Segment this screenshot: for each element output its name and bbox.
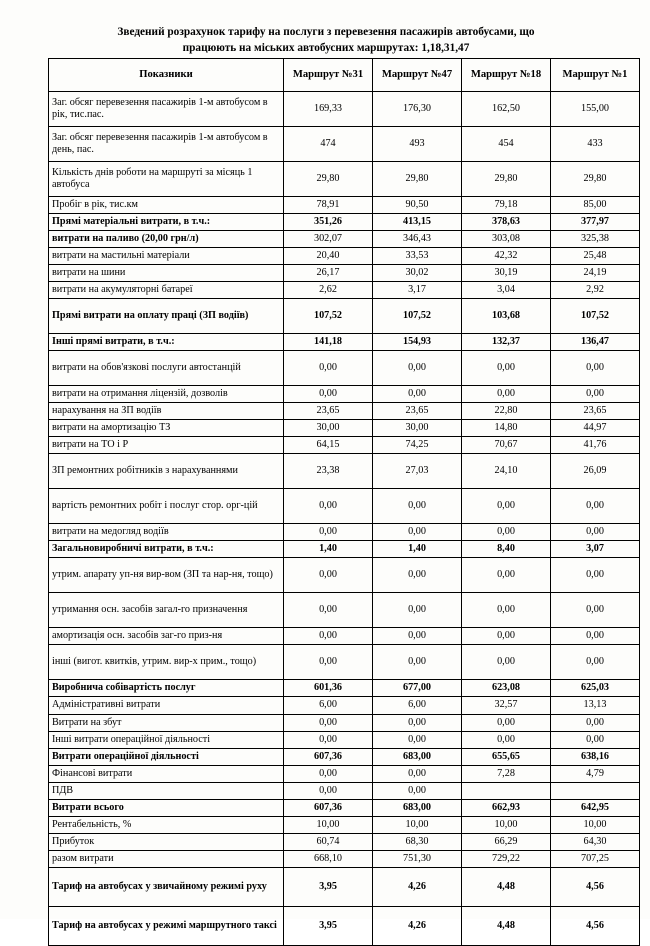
table-row xyxy=(49,906,640,945)
row-value: 346,43 xyxy=(373,231,462,248)
table-row xyxy=(49,850,640,867)
row-label: Заг. обсяг перевезення пасажирів 1-м автобусом в день, пас. xyxy=(49,127,284,162)
table-row xyxy=(49,214,640,231)
row-value: 751,30 xyxy=(373,850,462,867)
row-value: 154,93 xyxy=(373,334,462,351)
row-value: 0,00 xyxy=(462,351,551,386)
row-value: 0,00 xyxy=(284,628,373,645)
row-value: 10,00 xyxy=(373,816,462,833)
table-row xyxy=(49,558,640,593)
row-value: 413,15 xyxy=(373,214,462,231)
row-value: 0,00 xyxy=(462,628,551,645)
row-value: 14,80 xyxy=(462,420,551,437)
table-row xyxy=(49,437,640,454)
row-value: 32,57 xyxy=(462,697,551,714)
row-value: 141,18 xyxy=(284,334,373,351)
row-value: 0,00 xyxy=(284,645,373,680)
row-label: Виробнича собівартість послуг xyxy=(49,680,284,697)
table-row xyxy=(49,867,640,906)
row-value: 7,28 xyxy=(462,765,551,782)
row-value: 351,26 xyxy=(284,214,373,231)
row-label: витрати на мастильні матеріали xyxy=(49,248,284,265)
row-value: 29,80 xyxy=(551,162,640,197)
row-value: 683,00 xyxy=(373,799,462,816)
row-value: 607,36 xyxy=(284,799,373,816)
row-value: 0,00 xyxy=(462,558,551,593)
row-label: Кількість днів роботи на маршруті за місяць 1 автобуса xyxy=(49,162,284,197)
row-value: 41,76 xyxy=(551,437,640,454)
row-value: 25,48 xyxy=(551,248,640,265)
table-body xyxy=(49,92,640,946)
row-value: 0,00 xyxy=(284,782,373,799)
row-label: Прямі витрати на оплату праці (ЗП водіїв) xyxy=(49,299,284,334)
table-row xyxy=(49,265,640,282)
row-value: 0,00 xyxy=(373,593,462,628)
table-row xyxy=(49,680,640,697)
row-value: 0,00 xyxy=(373,386,462,403)
tariff-table xyxy=(48,58,640,946)
row-label: Заг. обсяг перевезення пасажирів 1-м автобусом в рік, тис.пас. xyxy=(49,92,284,127)
row-label: Адміністративні витрати xyxy=(49,697,284,714)
row-value: 642,95 xyxy=(551,799,640,816)
row-value: 0,00 xyxy=(462,731,551,748)
row-value: 729,22 xyxy=(462,850,551,867)
row-value: 13,13 xyxy=(551,697,640,714)
page-title-line-1: Зведений розрахунок тарифу на послуги з перевезення пасажирів автобусами, що xyxy=(117,26,535,38)
row-value: 0,00 xyxy=(373,351,462,386)
row-value: 0,00 xyxy=(284,731,373,748)
row-value: 0,00 xyxy=(284,765,373,782)
table-row xyxy=(49,197,640,214)
row-value: 0,00 xyxy=(551,645,640,680)
table-row xyxy=(49,731,640,748)
row-value: 668,10 xyxy=(284,850,373,867)
row-label: Витрати всього xyxy=(49,799,284,816)
row-value: 136,47 xyxy=(551,334,640,351)
row-value: 30,00 xyxy=(373,420,462,437)
table-row xyxy=(49,714,640,731)
row-value xyxy=(462,782,551,799)
row-value: 0,00 xyxy=(373,782,462,799)
row-value: 20,40 xyxy=(284,248,373,265)
row-value: 0,00 xyxy=(284,558,373,593)
row-value: 4,56 xyxy=(551,906,640,945)
row-value: 3,95 xyxy=(284,906,373,945)
row-label: витрати на обов'язкові послуги автостанцій xyxy=(49,351,284,386)
row-value: 433 xyxy=(551,127,640,162)
row-value: 0,00 xyxy=(284,351,373,386)
row-value: 0,00 xyxy=(551,386,640,403)
row-value: 6,00 xyxy=(373,697,462,714)
row-value: 0,00 xyxy=(462,645,551,680)
row-label: витрати на паливо (20,00 грн/л) xyxy=(49,231,284,248)
row-value: 303,08 xyxy=(462,231,551,248)
row-value: 0,00 xyxy=(284,593,373,628)
row-value: 66,29 xyxy=(462,833,551,850)
row-label: витрати на амортизацію ТЗ xyxy=(49,420,284,437)
row-value: 0,00 xyxy=(373,524,462,541)
row-value: 24,10 xyxy=(462,454,551,489)
row-label: Тариф на автобусах у режимі маршрутного таксі xyxy=(49,906,284,945)
row-value: 42,32 xyxy=(462,248,551,265)
row-value: 0,00 xyxy=(551,489,640,524)
column-header-route-1: Маршрут №1 xyxy=(551,59,640,92)
row-value: 90,50 xyxy=(373,197,462,214)
table-row xyxy=(49,697,640,714)
row-value: 74,25 xyxy=(373,437,462,454)
table-row xyxy=(49,282,640,299)
row-label: нарахування на ЗП водіїв xyxy=(49,403,284,420)
row-value: 707,25 xyxy=(551,850,640,867)
row-label: витрати на медогляд водіїв xyxy=(49,524,284,541)
row-value: 23,65 xyxy=(284,403,373,420)
row-value: 454 xyxy=(462,127,551,162)
table-row xyxy=(49,403,640,420)
row-value: 3,04 xyxy=(462,282,551,299)
table-row xyxy=(49,127,640,162)
table-row xyxy=(49,420,640,437)
row-value: 169,33 xyxy=(284,92,373,127)
row-value: 601,36 xyxy=(284,680,373,697)
row-value: 623,08 xyxy=(462,680,551,697)
row-value: 0,00 xyxy=(373,645,462,680)
row-value: 3,95 xyxy=(284,867,373,906)
table-row xyxy=(49,248,640,265)
row-value: 33,53 xyxy=(373,248,462,265)
row-value: 625,03 xyxy=(551,680,640,697)
row-value: 0,00 xyxy=(284,714,373,731)
row-value: 0,00 xyxy=(373,489,462,524)
table-row xyxy=(49,748,640,765)
row-label: Пробіг в рік, тис.км xyxy=(49,197,284,214)
row-label: Інші прямі витрати, в т.ч.: xyxy=(49,334,284,351)
row-value: 683,00 xyxy=(373,748,462,765)
row-label: витрати на акумуляторні батареї xyxy=(49,282,284,299)
row-value: 103,68 xyxy=(462,299,551,334)
row-value: 493 xyxy=(373,127,462,162)
row-value: 30,19 xyxy=(462,265,551,282)
row-value: 29,80 xyxy=(284,162,373,197)
column-header-indicator: Показники xyxy=(49,59,284,92)
table-row xyxy=(49,524,640,541)
row-value: 176,30 xyxy=(373,92,462,127)
table-row xyxy=(49,816,640,833)
row-value xyxy=(551,782,640,799)
table-row xyxy=(49,593,640,628)
row-value: 0,00 xyxy=(284,386,373,403)
row-label: Тариф на автобусах у звичайному режимі руху xyxy=(49,867,284,906)
row-value: 132,37 xyxy=(462,334,551,351)
row-label: ЗП ремонтних робітників з нарахуваннями xyxy=(49,454,284,489)
table-row xyxy=(49,299,640,334)
table-header-row xyxy=(49,59,640,92)
row-value: 8,40 xyxy=(462,541,551,558)
row-value: 0,00 xyxy=(462,714,551,731)
row-value: 4,48 xyxy=(462,867,551,906)
row-value: 0,00 xyxy=(551,351,640,386)
row-value: 0,00 xyxy=(462,524,551,541)
row-label: Загальновиробничі витрати, в т.ч.: xyxy=(49,541,284,558)
row-label: Прямі матеріальні витрати, в т.ч.: xyxy=(49,214,284,231)
table-row xyxy=(49,645,640,680)
row-value: 4,79 xyxy=(551,765,640,782)
row-value: 1,40 xyxy=(373,541,462,558)
row-value: 1,40 xyxy=(284,541,373,558)
row-value: 64,30 xyxy=(551,833,640,850)
row-value: 0,00 xyxy=(284,489,373,524)
row-value: 3,07 xyxy=(551,541,640,558)
row-value: 0,00 xyxy=(551,714,640,731)
row-value: 2,62 xyxy=(284,282,373,299)
row-value: 26,17 xyxy=(284,265,373,282)
row-value: 0,00 xyxy=(551,524,640,541)
row-value: 22,80 xyxy=(462,403,551,420)
table-row xyxy=(49,782,640,799)
tariff-table-wrapper xyxy=(48,58,628,946)
row-value: 607,36 xyxy=(284,748,373,765)
row-label: Інші витрати операційної діяльності xyxy=(49,731,284,748)
table-row xyxy=(49,386,640,403)
row-value: 10,00 xyxy=(284,816,373,833)
row-value: 0,00 xyxy=(551,593,640,628)
row-value: 4,26 xyxy=(373,906,462,945)
row-value: 0,00 xyxy=(551,628,640,645)
row-value: 79,18 xyxy=(462,197,551,214)
row-value: 44,97 xyxy=(551,420,640,437)
row-value: 4,56 xyxy=(551,867,640,906)
table-header xyxy=(49,59,640,92)
row-value: 0,00 xyxy=(462,593,551,628)
row-value: 68,30 xyxy=(373,833,462,850)
row-label: Фінансові витрати xyxy=(49,765,284,782)
row-label: витрати на шини xyxy=(49,265,284,282)
row-value: 64,15 xyxy=(284,437,373,454)
row-value: 0,00 xyxy=(373,765,462,782)
page-title-line-2: працюють на міських автобусних маршрутах: 1,18,31,47 xyxy=(182,42,470,55)
row-value: 0,00 xyxy=(373,714,462,731)
row-value: 107,52 xyxy=(284,299,373,334)
table-row xyxy=(49,162,640,197)
row-value: 3,17 xyxy=(373,282,462,299)
row-value: 78,91 xyxy=(284,197,373,214)
table-row xyxy=(49,351,640,386)
table-row xyxy=(49,454,640,489)
row-label: утримання осн. засобів загал-го призначення xyxy=(49,593,284,628)
row-value: 677,00 xyxy=(373,680,462,697)
row-label: витрати на отримання ліцензій, дозволів xyxy=(49,386,284,403)
column-header-route-18: Маршрут №18 xyxy=(462,59,551,92)
row-label: утрим. апарату уп-ня вир-вом (ЗП та нар-ня, тощо) xyxy=(49,558,284,593)
row-value: 325,38 xyxy=(551,231,640,248)
row-label: витрати на ТО і Р xyxy=(49,437,284,454)
row-value: 23,65 xyxy=(551,403,640,420)
row-label: Витрати на збут xyxy=(49,714,284,731)
table-row xyxy=(49,833,640,850)
row-value: 85,00 xyxy=(551,197,640,214)
row-value: 302,07 xyxy=(284,231,373,248)
row-value: 0,00 xyxy=(373,628,462,645)
row-value: 0,00 xyxy=(284,524,373,541)
row-value: 10,00 xyxy=(551,816,640,833)
column-header-route-31: Маршрут №31 xyxy=(284,59,373,92)
row-value: 2,92 xyxy=(551,282,640,299)
row-value: 0,00 xyxy=(462,386,551,403)
row-value: 29,80 xyxy=(373,162,462,197)
row-value: 6,00 xyxy=(284,697,373,714)
row-value: 0,00 xyxy=(373,558,462,593)
table-row xyxy=(49,765,640,782)
row-value: 638,16 xyxy=(551,748,640,765)
row-label: інші (вигот. квитків, утрим. вир-х прим., тощо) xyxy=(49,645,284,680)
row-value: 0,00 xyxy=(462,489,551,524)
row-value: 30,02 xyxy=(373,265,462,282)
table-row xyxy=(49,628,640,645)
row-value: 30,00 xyxy=(284,420,373,437)
row-value: 23,38 xyxy=(284,454,373,489)
row-value: 655,65 xyxy=(462,748,551,765)
row-value: 107,52 xyxy=(373,299,462,334)
row-value: 155,00 xyxy=(551,92,640,127)
row-label: амортизація осн. засобів заг-го приз-ня xyxy=(49,628,284,645)
row-value: 26,09 xyxy=(551,454,640,489)
row-value: 24,19 xyxy=(551,265,640,282)
row-value: 27,03 xyxy=(373,454,462,489)
row-label: вартість ремонтних робіт і послуг стор. орг-цій xyxy=(49,489,284,524)
row-value: 4,26 xyxy=(373,867,462,906)
row-value: 10,00 xyxy=(462,816,551,833)
table-row xyxy=(49,799,640,816)
table-row xyxy=(49,334,640,351)
row-value: 0,00 xyxy=(551,731,640,748)
row-value: 4,48 xyxy=(462,906,551,945)
row-value: 378,63 xyxy=(462,214,551,231)
row-value: 0,00 xyxy=(551,558,640,593)
table-row xyxy=(49,489,640,524)
row-label: Рентабельність, % xyxy=(49,816,284,833)
row-value: 23,65 xyxy=(373,403,462,420)
row-value: 60,74 xyxy=(284,833,373,850)
row-value: 29,80 xyxy=(462,162,551,197)
row-label: Витрати операційної діяльності xyxy=(49,748,284,765)
table-row xyxy=(49,231,640,248)
row-label: Прибуток xyxy=(49,833,284,850)
row-value: 474 xyxy=(284,127,373,162)
column-header-route-47: Маршрут №47 xyxy=(373,59,462,92)
table-row xyxy=(49,541,640,558)
row-value: 107,52 xyxy=(551,299,640,334)
page-title xyxy=(48,24,604,57)
row-value: 70,67 xyxy=(462,437,551,454)
row-value: 662,93 xyxy=(462,799,551,816)
row-value: 0,00 xyxy=(373,731,462,748)
row-value: 162,50 xyxy=(462,92,551,127)
row-label: ПДВ xyxy=(49,782,284,799)
row-value: 377,97 xyxy=(551,214,640,231)
row-label: разом витрати xyxy=(49,850,284,867)
table-row xyxy=(49,92,640,127)
